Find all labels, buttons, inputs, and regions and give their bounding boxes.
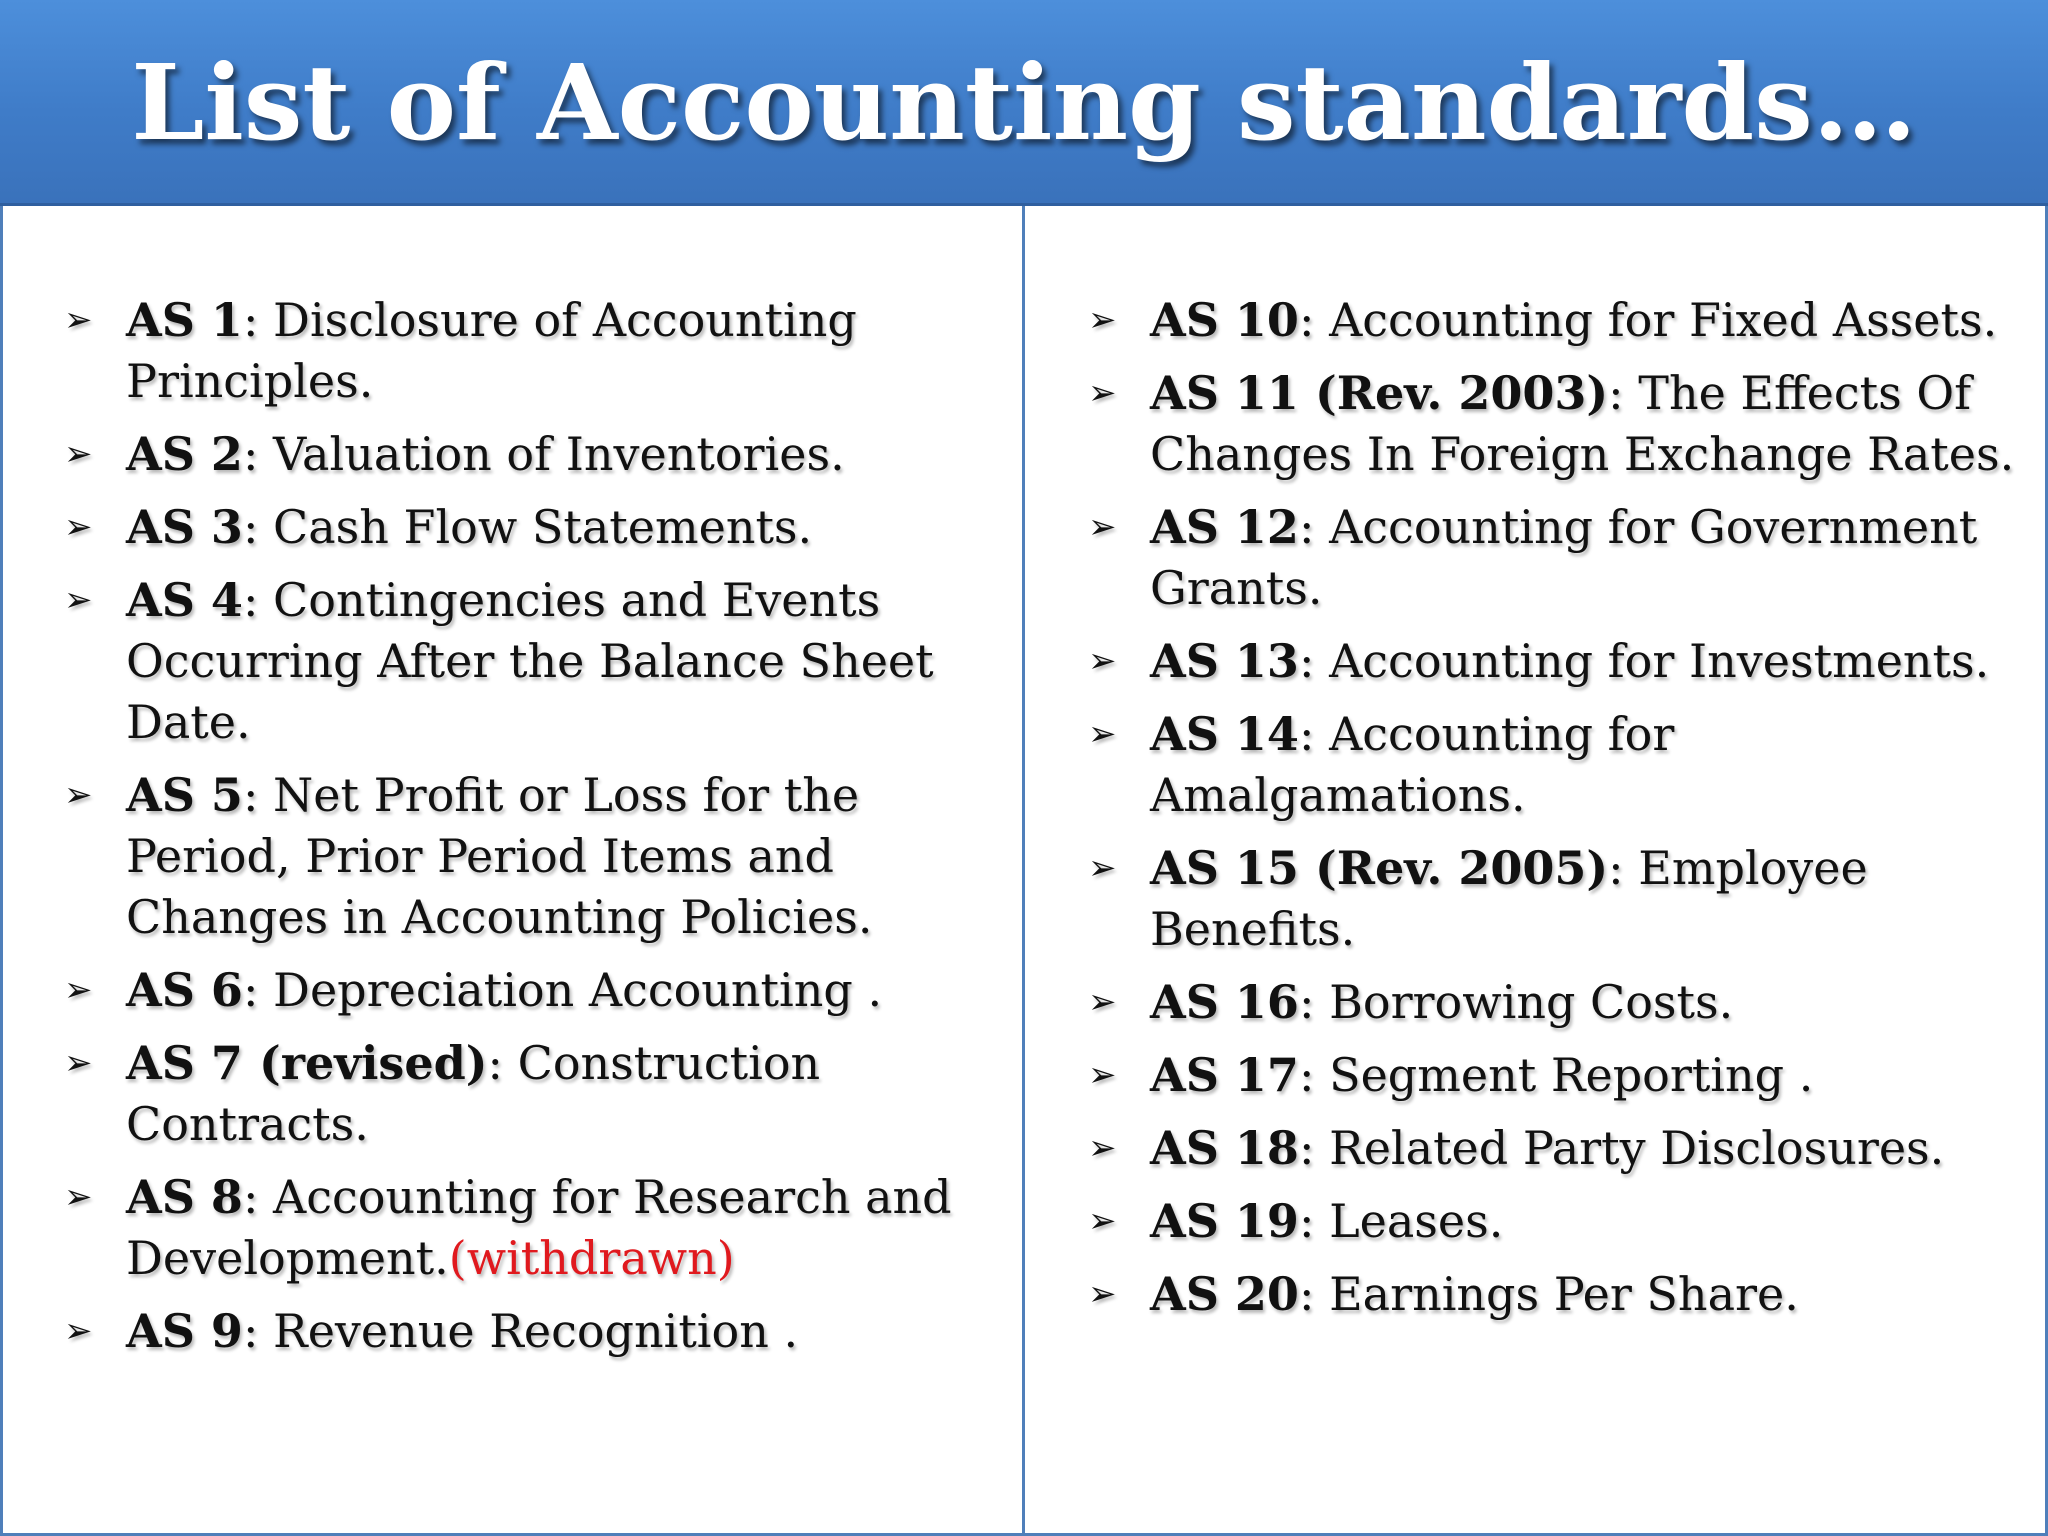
right-standards-list	[1088, 290, 2018, 1337]
withdrawn-note: (withdrawn)	[448, 1231, 735, 1285]
arrowhead-bullet-icon: ➢	[64, 775, 93, 815]
standard-item	[64, 960, 994, 1021]
standard-title: : Accounting for Fixed Assets.	[1298, 293, 1998, 347]
standard-title: : Net Profit or Loss for the Period, Prior Period Items and Changes in Accounting Policies.	[126, 768, 873, 944]
standard-code: AS 19	[1150, 1194, 1299, 1248]
standard-code: AS 17	[1150, 1048, 1299, 1102]
standard-code: AS 14	[1150, 707, 1299, 761]
standard-item	[1088, 497, 2024, 619]
standard-item	[64, 1301, 994, 1362]
standard-code: AS 20	[1150, 1267, 1299, 1321]
standard-title: : Revenue Recognition .	[242, 1304, 799, 1358]
column-divider	[1022, 206, 1025, 1536]
standard-title: : Cash Flow Statements.	[242, 500, 813, 554]
standard-code: AS 6	[126, 963, 243, 1017]
standard-code: AS 7 (revised)	[126, 1036, 488, 1090]
standard-code: AS 12	[1150, 500, 1299, 554]
standard-item	[1088, 631, 2024, 692]
standard-title: : Segment Reporting .	[1298, 1048, 1814, 1102]
standard-title: : Leases.	[1298, 1194, 1504, 1248]
standard-item	[64, 1167, 994, 1289]
standard-title: : Accounting for Government Grants.	[1150, 500, 1978, 615]
arrowhead-bullet-icon: ➢	[64, 434, 93, 474]
arrowhead-bullet-icon: ➢	[64, 507, 93, 547]
arrowhead-bullet-icon: ➢	[1088, 1274, 1117, 1314]
arrowhead-bullet-icon: ➢	[1088, 1055, 1117, 1095]
standard-item	[64, 424, 994, 485]
standard-code: AS 18	[1150, 1121, 1299, 1175]
standard-item	[64, 497, 994, 558]
standard-code: AS 10	[1150, 293, 1299, 347]
standard-item	[64, 765, 994, 948]
arrowhead-bullet-icon: ➢	[1088, 373, 1117, 413]
standard-code: AS 1	[126, 293, 243, 347]
left-standards-list	[64, 290, 994, 1374]
arrowhead-bullet-icon: ➢	[64, 1043, 93, 1083]
arrowhead-bullet-icon: ➢	[1088, 982, 1117, 1022]
arrowhead-bullet-icon: ➢	[1088, 507, 1117, 547]
standard-title: : Accounting for Amalgamations.	[1150, 707, 1675, 822]
arrowhead-bullet-icon: ➢	[1088, 1201, 1117, 1241]
left-frame-line	[0, 206, 3, 1536]
standard-title: : The Effects Of Changes In Foreign Exchange Rates.	[1150, 366, 2015, 481]
arrowhead-bullet-icon: ➢	[1088, 714, 1117, 754]
standard-code: AS 16	[1150, 975, 1299, 1029]
arrowhead-bullet-icon: ➢	[64, 300, 93, 340]
standard-title: : Construction Contracts.	[126, 1036, 821, 1151]
standard-item	[1088, 1045, 2024, 1106]
standard-title: : Earnings Per Share.	[1298, 1267, 1799, 1321]
standard-item	[64, 570, 994, 753]
standard-code: AS 4	[126, 573, 243, 627]
standard-title: : Accounting for Research and Development.	[126, 1170, 952, 1285]
arrowhead-bullet-icon: ➢	[1088, 641, 1117, 681]
slide-title: List of Accounting standards…	[131, 41, 1917, 164]
standard-code: AS 8	[126, 1170, 243, 1224]
standard-title: : Employee Benefits.	[1150, 841, 1868, 956]
standard-code: AS 3	[126, 500, 243, 554]
standard-item	[1088, 704, 2024, 826]
standard-item	[1088, 972, 2024, 1033]
title-bar	[0, 0, 2048, 206]
arrowhead-bullet-icon: ➢	[1088, 1128, 1117, 1168]
arrowhead-bullet-icon: ➢	[1088, 848, 1117, 888]
standard-title: : Disclosure of Accounting Principles.	[126, 293, 857, 408]
standard-item	[1088, 290, 2024, 351]
arrowhead-bullet-icon: ➢	[64, 580, 93, 620]
arrowhead-bullet-icon: ➢	[1088, 300, 1117, 340]
standard-title: : Accounting for Investments.	[1298, 634, 1990, 688]
standard-code: AS 9	[126, 1304, 243, 1358]
standard-title: : Contingencies and Events Occurring After the Balance Sheet Date.	[126, 573, 934, 749]
standard-title: : Related Party Disclosures.	[1298, 1121, 1945, 1175]
standard-item	[64, 290, 994, 412]
standard-title: : Depreciation Accounting .	[242, 963, 883, 1017]
standard-code: AS 2	[126, 427, 243, 481]
standard-item	[1088, 1118, 2024, 1179]
standard-code: AS 5	[126, 768, 243, 822]
standard-item	[1088, 1264, 2024, 1325]
arrowhead-bullet-icon: ➢	[64, 1311, 93, 1351]
standard-title: : Valuation of Inventories.	[242, 427, 845, 481]
arrowhead-bullet-icon: ➢	[64, 970, 93, 1010]
standard-item	[1088, 838, 2024, 960]
standard-item	[64, 1033, 994, 1155]
standard-code: AS 15 (Rev. 2005)	[1150, 841, 1609, 895]
standard-item	[1088, 363, 2024, 485]
arrowhead-bullet-icon: ➢	[64, 1177, 93, 1217]
standard-code: AS 13	[1150, 634, 1299, 688]
standard-title: : Borrowing Costs.	[1298, 975, 1734, 1029]
standard-item	[1088, 1191, 2024, 1252]
standard-code: AS 11 (Rev. 2003)	[1150, 366, 1609, 420]
